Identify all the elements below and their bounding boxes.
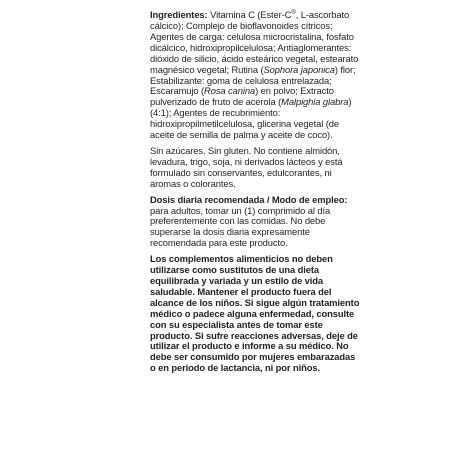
ingredients-text-1: Vitamina C (Ester-C	[207, 9, 292, 21]
warning-paragraph: Los complementos alimenticios no deben utilizarse como sustitutos de una dieta equilibrada y variada y un estilo de vida saludable. Mantener el producto fuera del alcance de los niños. Si sigue algún tratamiento médico o padece alguna enfermedad, consulte con su especialista antes de tomar este producto. Si sufre reacciones adversas, deje de utilizar el producto e informe a su médico. No debe ser consumido por mujeres embarazadas o en periodo de lactancia, ni por niños.	[150, 253, 360, 374]
ingredients-text-4: ) en polvo; Extracto pulverizado de fruto de acerola (	[150, 85, 334, 108]
ingredients-heading: Ingredientes:	[150, 9, 208, 21]
ingredient-malpighia: Malpighia glabra	[281, 96, 349, 108]
ingredient-sophora: Sophora japonica	[263, 63, 335, 75]
registered-mark: ®	[291, 10, 296, 16]
dosage-heading: Dosis diaria recomendada / Modo de empleo:	[150, 193, 348, 205]
ingredients-text-3: ) flor; Estabilizante: goma de celulosa entrelazada; Escaramujo (	[150, 63, 356, 97]
free-from-paragraph: Sin azúcares. Sin gluten. No contiene almidón, levadura, trigo, soja, ni derivados lácteos y está formulado sin conservantes, edulcorantes, ni aromas o colorantes.	[150, 145, 343, 189]
ingredient-rosa: Rosa canina	[204, 85, 256, 97]
ingredients-text-2: , L-ascorbato cálcico); Complejo de bioflavonoides cítricos; Agentes de carga: celulosa microcristalina, fosfato dicálcico, hidroxipropilcelulosa; Antiaglomerantes: dióxido de silicio, ácido esteárico vegetal, estearato magnésico vegetal; Rutina (	[150, 9, 359, 75]
dosage-paragraph	[150, 195, 360, 250]
supplement-label	[150, 8, 360, 374]
ingredients-paragraph	[150, 8, 360, 141]
ingredients-text-5: ) (4:1); Agentes de recubrimiento: hidroxipropilmetilcelulosa, glicerina vegetal (de aceite de semilla de palma y aceite de coco).	[150, 96, 352, 141]
dosage-text: para adultos, tomar un (1) comprimido al día preferentemente con las comidas. No debe superarse la dosis diaria expresamente recomendada para este producto.	[150, 204, 331, 249]
